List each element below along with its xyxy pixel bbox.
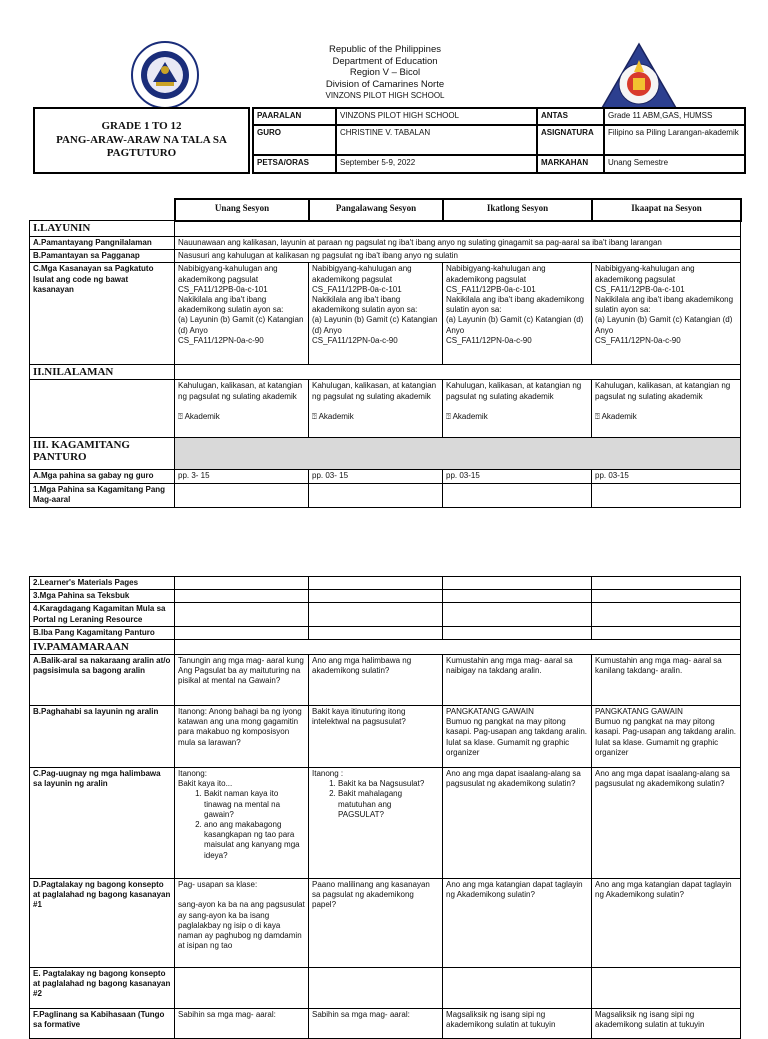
guro-label: GURO — [253, 125, 336, 155]
kasanayan-session-2: Nabibigyang-kahulugan ang akademikong pagsulat CS_FA11/12PB-0a-c-101 Nakikilala ang iba't ibang akademikong sulatin ayon sa: (a) Layunin (b) Gamit (c) Katangian (d) Anyo CS_FA11/12PN-0a-c-90 — [309, 263, 443, 365]
kagamitan-heading: III. KAGAMITANG PANTURO — [30, 438, 175, 470]
pag-uugnay-session-4: Ano ang mga dapat isaalang-alang sa pagsusulat ng akademikong sulatin? — [592, 768, 741, 879]
iba-pang-kagamitan-label: B.Iba Pang Kagamitang Panturo — [30, 626, 175, 639]
school-seal-icon — [600, 42, 678, 112]
session-2-header: Pangalawang Sesyon — [309, 199, 443, 221]
pagtalakay-2-label: E. Pagtalakay ng bagong konsepto at paglalahad ng bagong kasanayan #2 — [30, 968, 175, 1009]
layunin-heading: I.LAYUNIN — [30, 221, 175, 237]
nilalaman-session-1: Kahulugan, kalikasan, at katangian ng pagsulat ng sulating akademik ⍰ Akademik — [175, 380, 309, 438]
lesson-table-part-2 — [29, 576, 741, 1039]
kagamitang-mag-aaral-label: 1.Mga Pahina sa Kagamitang Pang Mag-aaral — [30, 483, 175, 507]
paglinang-session-1: Sabihin sa mga mag- aaral: — [175, 1009, 309, 1039]
list-item: 1. Bakit naman kaya ito tinawag na mental na gawain? — [204, 789, 305, 820]
session-4-header: Ikaapat na Sesyon — [592, 199, 741, 221]
lesson-table-part-1 — [29, 220, 741, 508]
gabay-guro-session-1: pp. 3- 15 — [175, 470, 309, 483]
gabay-guro-session-2: pp. 03- 15 — [309, 470, 443, 483]
guro-value: CHRISTINE V. TABALAN — [336, 125, 537, 155]
karagdagang-kagamitan-label: 4.Karagdagang Kagamitan Mula sa Portal ng Leraning Resource — [30, 603, 175, 626]
header-republic: Republic of the Philippines — [329, 44, 441, 55]
gabay-guro-session-3: pp. 03-15 — [443, 470, 592, 483]
pag-uugnay-2-intro: Itanong : — [312, 769, 344, 779]
nilalaman-heading: II.NILALAMAN — [30, 365, 175, 380]
pagtalakay-1-session-4: Ano ang mga katangian dapat taglayin ng Akademikong sulatin? — [592, 879, 741, 968]
pag-uugnay-session-1 — [175, 768, 309, 879]
gabay-guro-label: A.Mga pahina sa gabay ng guro — [30, 470, 175, 483]
pag-uugnay-session-2 — [309, 768, 443, 879]
paglinang-session-3: Magsaliksik ng isang sipi ng akademikong sulatin at tukuyin — [443, 1009, 592, 1039]
list-item: 2. Bakit mahalagang matutuhan ang PAGSULAT? — [338, 789, 439, 820]
balik-aral-session-3: Kumustahin ang mga mag- aaral sa naibigay na takdang aralin. — [443, 655, 592, 706]
pamantayan-pagganap-text: Nasusuri ang kahulugan at kalikasan ng pagsulat ng iba't ibang anyo ng sulatin — [175, 250, 741, 263]
gabay-guro-session-4: pp. 03-15 — [592, 470, 741, 483]
kasanayan-session-1: Nabibigyang-kahulugan ang akademikong pagsulat CS_FA11/12PB-0a-c-101 Nakikilala ang iba't ibang akademikong sulatin ayon sa: (a) Layunin (b) Gamit (c) Katangian (d) Anyo CS_FA11/12PN-0a-c-90 — [175, 263, 309, 365]
paghahabi-session-2: Bakit kaya itinuturing itong intelektwal na pagsusulat? — [309, 706, 443, 768]
nilalaman-session-3: Kahulugan, kalikasan, at katangian ng pagsulat ng sulating akademik ⍰ Akademik — [443, 380, 592, 438]
pamamaraan-heading: IV.PAMAMARAAN — [30, 640, 175, 655]
balik-aral-label: A.Balik-aral sa nakaraang aralin at/o pagsisimula sa bagong aralin — [30, 655, 175, 706]
pamantayan-pagganap-label: B.Pamantayan sa Pagganap — [30, 250, 175, 263]
nilalaman-session-4: Kahulugan, kalikasan, at katangian ng pagsulat ng sulating akademik ⍰ Akademik — [592, 380, 741, 438]
pag-uugnay-2-list — [312, 779, 439, 820]
kasanayan-session-4: Nabibigyang-kahulugan ang akademikong pagsulat CS_FA11/12PB-0a-c-101 Nakikilala ang iba't ibang akademikong sulatin ayon sa: (a) Layunin (b) Gamit (c) Katangian (d) Anyo CS_FA11/12PN-0a-c-90 — [592, 263, 741, 365]
antas-value: Grade 11 ABM,GAS, HUMSS — [604, 108, 745, 125]
list-item: 2. ano ang makabagong kasangkapan ng tao para maisulat ang kanyang mga ideya? — [204, 820, 305, 861]
paaralan-value: VINZONS PILOT HIGH SCHOOL — [336, 108, 537, 125]
asignatura-label: ASIGNATURA — [537, 125, 604, 155]
pamantayang-pangnilalaman-label: A.Pamantayang Pangnilalaman — [30, 237, 175, 250]
asignatura-value: Filipino sa Piling Larangan-akademik — [604, 125, 745, 155]
letterhead — [270, 44, 500, 102]
sessions-header — [174, 198, 742, 222]
balik-aral-session-1: Tanungin ang mga mag- aaral kung Ang Pagsulat ba ay maituturing na pisikal at mental na Gawain? — [175, 655, 309, 706]
learners-materials-label: 2.Learner's Materials Pages — [30, 577, 175, 590]
title-line-2: PANG-ARAW-ARAW NA TALA SA — [56, 133, 227, 146]
paglinang-session-2: Sabihin sa mga mag- aaral: — [309, 1009, 443, 1039]
kasanayan-session-3: Nabibigyang-kahulugan ang akademikong pagsulat CS_FA11/12PB-0a-c-101 Nakikilala ang iba't ibang akademikong sulatin ayon sa: (a) Layunin (b) Gamit (c) Katangian (d) Anyo CS_FA11/12PN-0a-c-90 — [443, 263, 592, 365]
paglinang-label: F.Paglinang sa Kabihasaan (Tungo sa formative — [30, 1009, 175, 1039]
pag-uugnay-label: C.Pag-uugnay ng mga halimbawa sa layunin ng aralin — [30, 768, 175, 879]
balik-aral-session-4: Kumustahin ang mga mag- aaral sa kanilang takdang- aralin. — [592, 655, 741, 706]
pagtalakay-1-label: D.Pagtalakay ng bagong konsepto at paglalahad ng bagong kasanayan #1 — [30, 879, 175, 968]
antas-label: ANTAS — [537, 108, 604, 125]
teksbuk-label: 3.Mga Pahina sa Teksbuk — [30, 590, 175, 603]
pag-uugnay-1-intro: Itanong: Bakit kaya ito... — [178, 769, 233, 789]
nilalaman-session-2: Kahulugan, kalikasan, at katangian ng pagsulat ng sulating akademik ⍰ Akademik — [309, 380, 443, 438]
title-line-1: GRADE 1 TO 12 — [101, 120, 182, 133]
paaralan-label: PAARALAN — [253, 108, 336, 125]
header-school: VINZONS PILOT HIGH SCHOOL — [325, 91, 445, 100]
petsa-label: PETSA/ORAS — [253, 155, 336, 173]
header-division: Division of Camarines Norte — [325, 78, 445, 90]
markahan-label: MARKAHAN — [537, 155, 604, 173]
paglinang-session-4: Magsaliksik ng isang sipi ng akademikong sulatin at tukuyin — [592, 1009, 741, 1039]
markahan-value: Unang Semestre — [604, 155, 745, 173]
pamantayang-pangnilalaman-text: Nauunawaan ang kalikasan, layunin at paraan ng pagsulat ng iba't ibang anyo ng sulating ginagamit sa pag-aaral sa iba't ibang larangan — [175, 237, 741, 250]
session-1-header: Unang Sesyon — [175, 199, 309, 221]
kasanayan-label: C.Mga Kasanayan sa Pagkatuto Isulat ang code ng bawat kasanayan — [30, 263, 175, 365]
pag-uugnay-1-list — [178, 789, 305, 860]
balik-aral-session-2: Ano ang mga halimbawa ng akademikong sulatin? — [309, 655, 443, 706]
list-item: 1. Bakit ka ba Nagsusulat? — [338, 779, 439, 789]
paghahabi-session-3: PANGKATANG GAWAIN Bumuo ng pangkat na may pitong kasapi. Pag-usapan ang takdang aralin. Iulat sa klase. Gumamit ng graphic organizer — [443, 706, 592, 768]
header-department: Department of Education — [332, 55, 438, 67]
header-region: Region V – Bicol — [349, 67, 421, 78]
pag-uugnay-session-3: Ano ang mga dapat isaalang-alang sa pagsusulat ng akademikong sulatin? — [443, 768, 592, 879]
deped-seal-icon — [120, 40, 210, 110]
document-title-box — [33, 107, 250, 174]
paghahabi-label: B.Paghahabi sa layunin ng aralin — [30, 706, 175, 768]
paghahabi-session-1: Itanong: Anong bahagi ba ng iyong katawan ang una mong gagamitin para makabuo ng komposisyon mula sa larawan? — [175, 706, 309, 768]
pagtalakay-1-session-1: Pag- usapan sa klase: sang-ayon ka ba na ang pagsusulat ay sang-ayon ka ba isang paglalakbay ng isip o di kaya naman ay paghubog ng damdamin at isipan ng tao — [175, 879, 309, 968]
session-3-header: Ikatlong Sesyon — [443, 199, 592, 221]
info-table — [252, 107, 746, 174]
paghahabi-session-4: PANGKATANG GAWAIN Bumuo ng pangkat na may pitong kasapi. Pag-usapan ang takdang aralin. Iulat sa klase. Gumamit ng graphic organizer — [592, 706, 741, 768]
title-line-3: PAGTUTURO — [106, 147, 177, 160]
pagtalakay-1-session-3: Ano ang mga katangian dapat taglayin ng Akademikong sulatin? — [443, 879, 592, 968]
petsa-value: September 5-9, 2022 — [336, 155, 537, 173]
pagtalakay-1-session-2: Paano malilinang ang kasanayan sa pagsulat ng akademikong papel? — [309, 879, 443, 968]
